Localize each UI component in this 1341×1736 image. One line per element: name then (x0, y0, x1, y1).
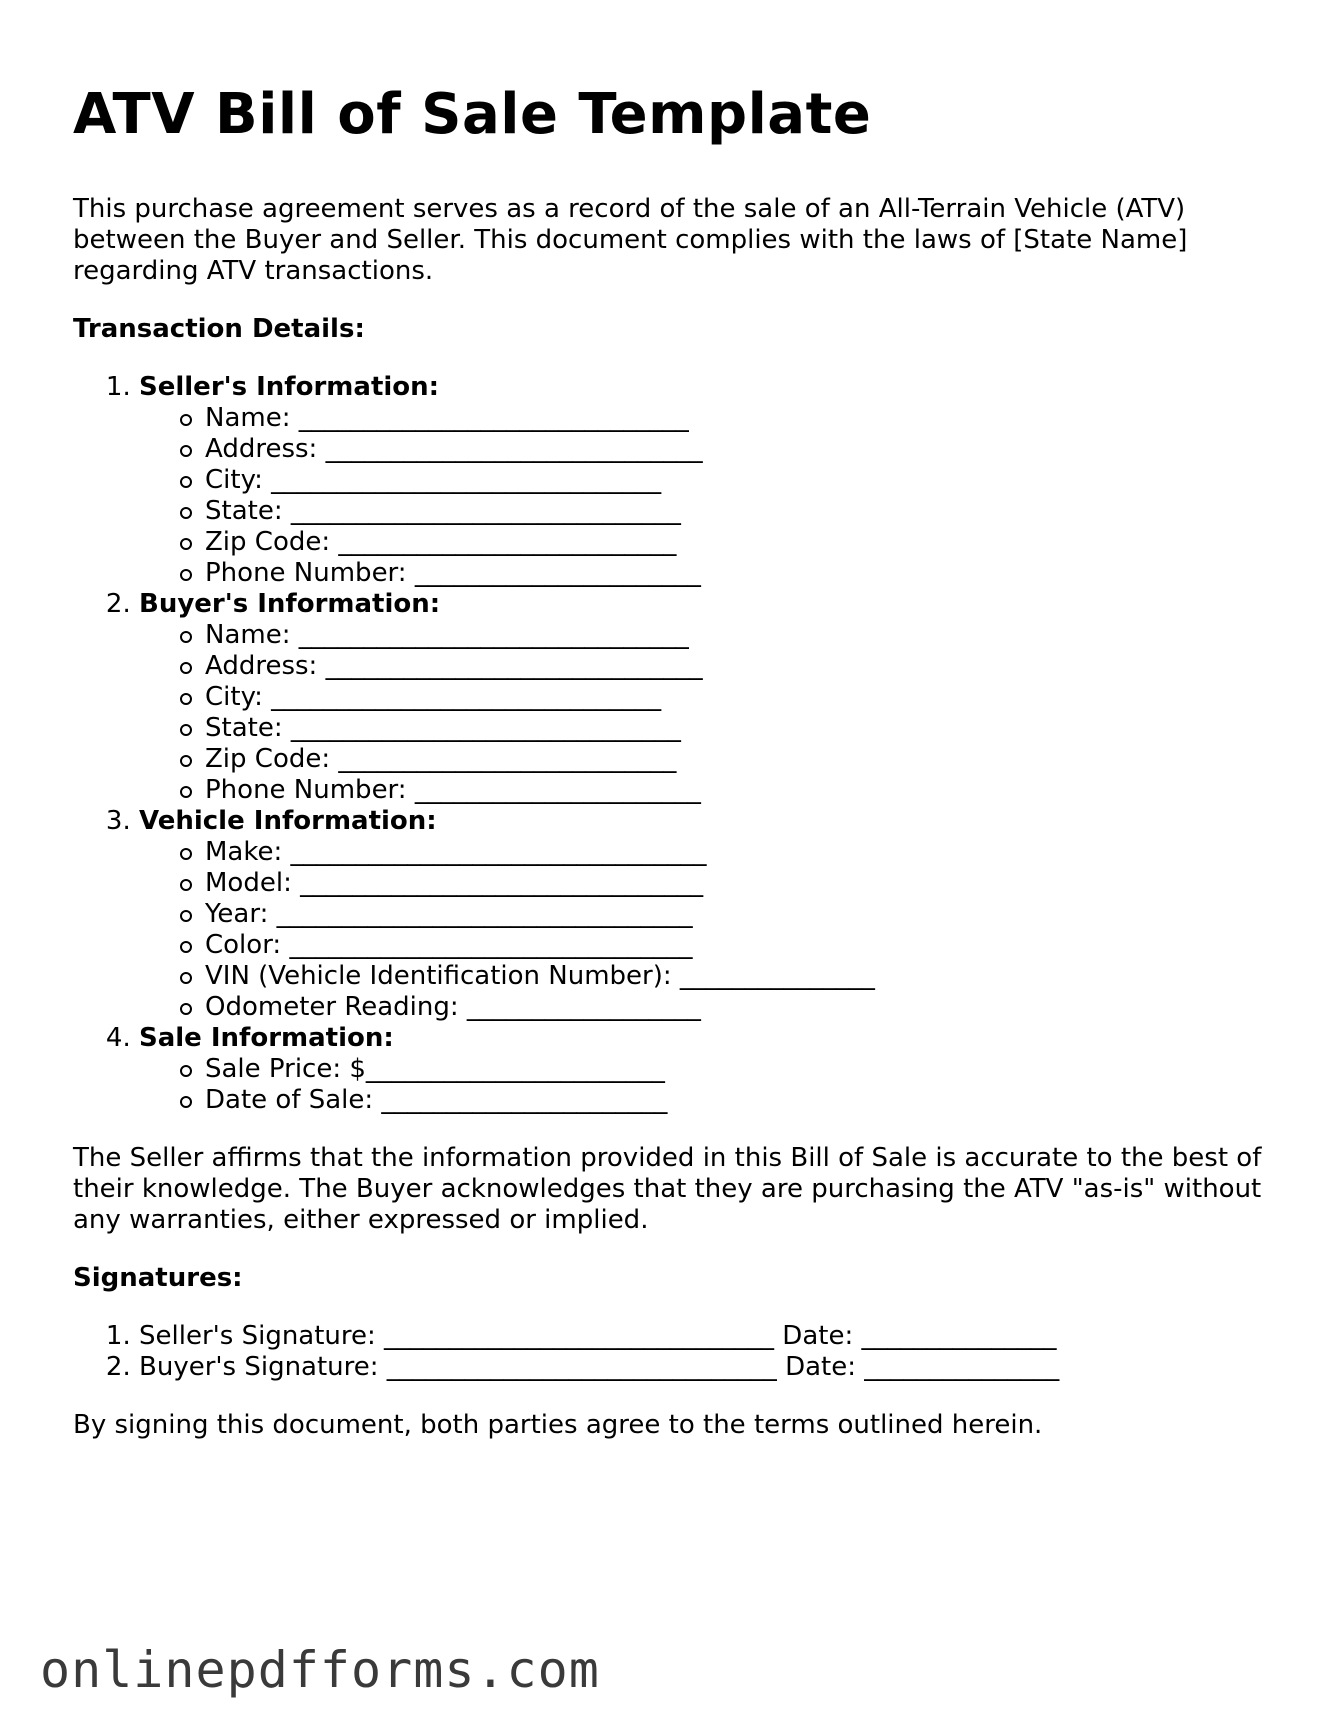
buyer-phone-field: Phone Number: ______________________ (205, 775, 1273, 806)
sale-section (139, 1023, 1273, 1116)
document-title: ATV Bill of Sale Template (73, 82, 872, 147)
vehicle-fields (139, 837, 1273, 1023)
affirmation-paragraph: The Seller affirms that the information provided in this Bill of Sale is accurate to the best of their knowledge. The Buyer acknowledges that they are purchasing the ATV "as-is" without any warranties, either expressed or implied. (73, 1143, 1262, 1235)
buyer-city-field: City: ______________________________ (205, 682, 1273, 713)
sale-date-field: Date of Sale: ______________________ (205, 1085, 1273, 1116)
signatures-heading: Signatures: (73, 1263, 243, 1293)
buyer-zip-field: Zip Code: __________________________ (205, 744, 1273, 775)
buyer-state-field: State: ______________________________ (205, 713, 1273, 744)
seller-city-field: City: ______________________________ (205, 465, 1273, 496)
closing-paragraph: By signing this document, both parties agree to the terms outlined herein. (73, 1410, 1043, 1440)
vehicle-odometer-field: Odometer Reading: __________________ (205, 992, 1273, 1023)
seller-signature-line: 1. Seller's Signature: ______________________________ Date: _______________ (139, 1321, 1273, 1352)
vehicle-year-field: Year: ________________________________ (205, 899, 1273, 930)
buyer-signature-line: 2. Buyer's Signature: ______________________________ Date: _______________ (139, 1352, 1273, 1383)
vehicle-make-field: Make: ________________________________ (205, 837, 1273, 868)
sale-price-field: Sale Price: $_______________________ (205, 1054, 1273, 1085)
seller-address-field: Address: _____________________________ (205, 434, 1273, 465)
intro-paragraph: This purchase agreement serves as a record of the sale of an All-Terrain Vehicle (ATV) between the Buyer and Seller. This document complies with the laws of [State Name] regarding ATV transactions. (73, 194, 1188, 286)
sale-section-title: Sale Information: (139, 1023, 394, 1053)
buyer-section (139, 589, 1273, 806)
vehicle-section-title: Vehicle Information: (139, 806, 437, 836)
vehicle-color-field: Color: _______________________________ (205, 930, 1273, 961)
buyer-name-field: Name: ______________________________ (205, 620, 1273, 651)
vehicle-vin-field: VIN (Vehicle Identification Number): _______________ (205, 961, 1273, 992)
vehicle-section (139, 806, 1273, 1023)
document (73, 80, 1273, 1441)
seller-fields (139, 403, 1273, 589)
transaction-details-heading: Transaction Details: (73, 314, 365, 344)
seller-zip-field: Zip Code: __________________________ (205, 527, 1273, 558)
signatures-list (73, 1321, 1273, 1383)
buyer-fields (139, 620, 1273, 806)
buyer-address-field: Address: _____________________________ (205, 651, 1273, 682)
seller-section (139, 372, 1273, 589)
sale-fields (139, 1054, 1273, 1116)
seller-phone-field: Phone Number: ______________________ (205, 558, 1273, 589)
seller-section-title: Seller's Information: (139, 372, 440, 402)
vehicle-model-field: Model: _______________________________ (205, 868, 1273, 899)
seller-state-field: State: ______________________________ (205, 496, 1273, 527)
buyer-section-title: Buyer's Information: (139, 589, 441, 619)
seller-name-field: Name: ______________________________ (205, 403, 1273, 434)
watermark-logo: onlinepdfforms.com (40, 1641, 600, 1699)
transaction-sections-list (73, 372, 1273, 1116)
